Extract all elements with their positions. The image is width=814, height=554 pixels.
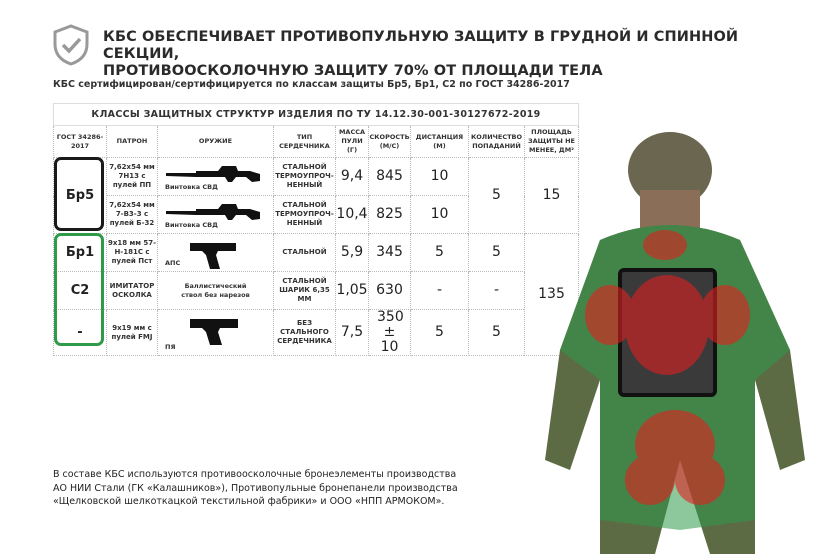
page-title: КБС ОБЕСПЕЧИВАЕТ ПРОТИВОПУЛЬНУЮ ЗАЩИТУ В ГРУДНОЙ И СПИННОЙ СЕКЦИИ, ПРОТИВООСКОЛОЧНУЮ ЗАЩИТУ 70% ОТ ПЛОЩАДИ ТЕЛА: [103, 29, 739, 79]
weapon-cell: ПЯ: [158, 310, 274, 356]
footer-note: В составе КБС используются противоосколочные бронеэлементы производства АО НИИ Стали (ГК «Калашников»), Противопульные бронепанели производства «Щелковской шелкоткацкой текстильной фабрики» и ООО «НПП АРМОКОМ».: [53, 469, 458, 507]
distance-cell: 5: [411, 234, 469, 272]
class-cell: Бр1: [54, 234, 107, 272]
speed-cell: 630: [369, 272, 411, 310]
cartridge-cell: 9х18 мм 57-Н-181С с пулей Пст: [107, 234, 158, 272]
core-cell: СТАЛЬНОЙ ТЕРМОУПРОЧ-НЕННЫЙ: [274, 158, 336, 196]
class-green-highlight: [54, 233, 104, 346]
cartridge-cell: 7,62х54 мм 7-В3-3 с пулей Б-32: [107, 196, 158, 234]
col-header: ПАТРОН: [107, 126, 158, 158]
speed-cell: 345: [369, 234, 411, 272]
hits-cell: 5: [469, 158, 525, 234]
table-caption: КЛАССЫ ЗАЩИТНЫХ СТРУКТУР ИЗДЕЛИЯ ПО ТУ 14.12.30-001-30127672-2019: [54, 104, 579, 126]
distance-cell: -: [411, 272, 469, 310]
hits-cell: 5: [469, 310, 525, 356]
col-header: ТИП СЕРДЕЧНИКА: [274, 126, 336, 158]
weapon-cell: Винтовка СВД: [158, 158, 274, 196]
mass-cell: 1,05: [336, 272, 369, 310]
table-row: [54, 272, 579, 310]
col-header: ПЛОЩАДЬ ЗАЩИТЫ НЕ МЕНЕЕ, ДМ²: [525, 126, 579, 158]
mass-cell: 7,5: [336, 310, 369, 356]
col-header: КОЛИЧЕСТВО ПОПАДАНИЙ: [469, 126, 525, 158]
class-cell: -: [54, 310, 107, 356]
hits-cell: 5: [469, 234, 525, 272]
cartridge-cell: 7,62х54 мм 7Н13 с пулей ПП: [107, 158, 158, 196]
weapon-cell: Винтовка СВД: [158, 196, 274, 234]
hits-cell: -: [469, 272, 525, 310]
col-header: ДИСТАНЦИЯ (М): [411, 126, 469, 158]
shield-check-icon: [52, 24, 90, 66]
table-row: [54, 310, 579, 356]
class-cell: Бр5: [54, 158, 107, 234]
core-cell: СТАЛЬНОЙ: [274, 234, 336, 272]
distance-cell: 10: [411, 158, 469, 196]
distance-cell: 10: [411, 196, 469, 234]
cartridge-cell: 9х19 мм с пулей FMJ: [107, 310, 158, 356]
speed-cell: 845: [369, 158, 411, 196]
weapon-cell: АПС: [158, 234, 274, 272]
soldier-protection-illustration: [540, 130, 814, 554]
protection-classes-table: [53, 103, 579, 356]
mass-cell: 10,4: [336, 196, 369, 234]
distance-cell: 5: [411, 310, 469, 356]
pistol-icon: [188, 239, 288, 269]
speed-cell: 825: [369, 196, 411, 234]
table-row: [54, 158, 579, 196]
pistol-icon: [188, 315, 288, 345]
col-header: МАССА ПУЛИ (Г): [336, 126, 369, 158]
core-cell: СТАЛЬНОЙ ТЕРМОУПРОЧ-НЕННЫЙ: [274, 196, 336, 234]
area-cell: 135: [525, 234, 579, 356]
rifle-icon: [166, 201, 266, 223]
class-cell: С2: [54, 272, 107, 310]
speed-cell: 350 ± 10: [369, 310, 411, 356]
area-cell: 15: [525, 158, 579, 234]
core-cell: СТАЛЬНОЙ ШАРИК 6,35 ММ: [274, 272, 336, 310]
class-br5-highlight: [54, 157, 104, 231]
col-header: ГОСТ 34286-2017: [54, 126, 107, 158]
mass-cell: 9,4: [336, 158, 369, 196]
col-header: СКОРОСТЬ (М/С): [369, 126, 411, 158]
weapon-cell: Баллистический ствол без нарезов: [158, 272, 274, 310]
rifle-icon: [166, 163, 266, 185]
table-row: [54, 234, 579, 272]
certification-text: КБС сертифицирован/сертифицируется по классам защиты Бр5, Бр1, С2 по ГОСТ 34286-2017: [53, 79, 570, 90]
col-header: ОРУЖИЕ: [158, 126, 274, 158]
mass-cell: 5,9: [336, 234, 369, 272]
cartridge-cell: ИМИТАТОР ОСКОЛКА: [107, 272, 158, 310]
core-cell: БЕЗ СТАЛЬНОГО СЕРДЕЧНИКА: [274, 310, 336, 356]
table-header: [54, 126, 579, 158]
